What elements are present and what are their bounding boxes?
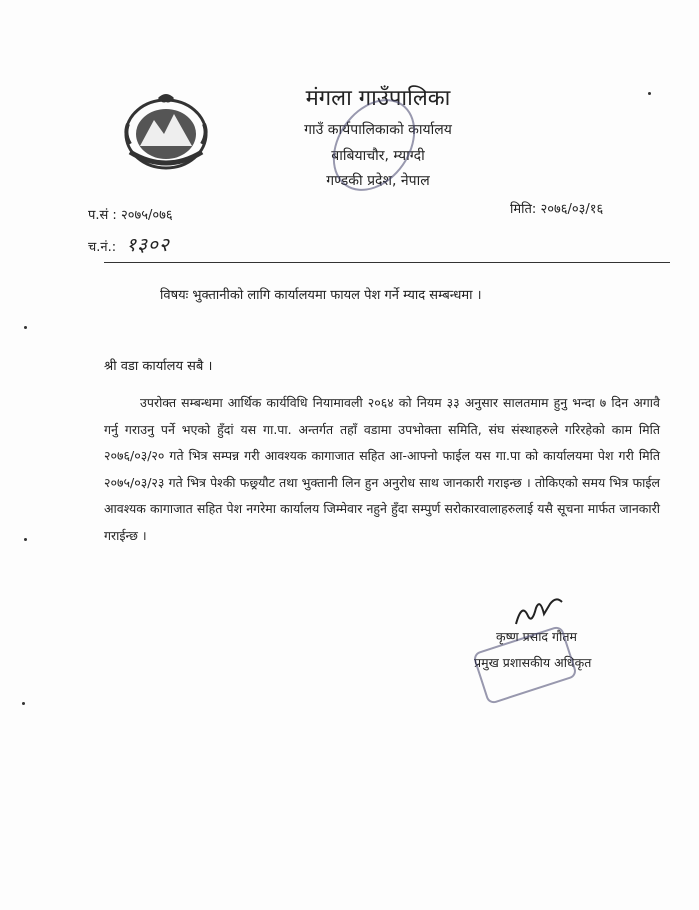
office-name: मंगला गाउँपालिका bbox=[305, 86, 451, 111]
signatory-title: प्रमुख प्रशासकीय अधिकृत bbox=[474, 655, 592, 670]
salutation: श्री वडा कार्यालय सबै । bbox=[104, 359, 213, 374]
reference-value: २०७५/०७६ bbox=[120, 208, 173, 223]
date-value: २०७६/०३/१६ bbox=[540, 202, 604, 217]
office-unit: गाउँ कार्यपालिकाको कार्यालय bbox=[304, 122, 452, 138]
letter-body: उपरोक्त सम्बन्धमा आर्थिक कार्यविधि नियामावली २०६४ को नियम ३३ अनुसार सालतमाम हुनु भन्दा ७ दिन अगावै गर्नु गराउनु पर्ने भएको हुँदां यस गा.पा. अन्तर्गत तहाँ वडामा उपभोक्ता समिति, संघ संस्थाहरुले गरिरहेको काम मिति २०७६/०३/२० गते भित्र सम्पन्न गरी आवश्यक कागाजात सहित आ-आफ्नो फाईल यस गा.पा को कार्यालयमा पेश गरी मिति २०७५/०३/२३ गते भित्र पेश्की फछ्र्यौट तथा भुक्तानी लिन हुन अनुरोध साथ जानकारी गराइन्छ । तोकिएको समय भित्र फाईल आवश्यक कागाजात सहित पेश नगरेमा कार्यालय जिम्मेवार नहुने हुँदा सम्पुर्ण सरोकारवालाहरुलाई यसै सूचना मार्फत जानकारी गराईन्छ । bbox=[104, 395, 660, 543]
scan-speck bbox=[24, 538, 27, 541]
scan-speck bbox=[24, 326, 27, 329]
officer-seal-icon bbox=[472, 625, 578, 705]
office-location: बाबियाचौर, म्याग्दी bbox=[331, 148, 425, 164]
scan-speck bbox=[648, 92, 651, 95]
nepal-emblem-icon bbox=[118, 88, 214, 174]
subject-line: विषयः भुक्तानीको लागि कार्यालयमा फायल पेश गर्ने म्याद सम्बन्धमा । bbox=[160, 288, 482, 303]
dispatch-number bbox=[88, 231, 170, 257]
date-label: मिति: bbox=[510, 202, 537, 217]
signatory-name: कृष्ण प्रसाद गौतम bbox=[496, 629, 577, 644]
reference-label: प.सं : bbox=[88, 208, 117, 223]
office-province: गण्डकी प्रदेश, नेपाल bbox=[326, 173, 430, 189]
reference-number bbox=[88, 205, 173, 223]
scan-speck bbox=[22, 702, 25, 705]
letter-date bbox=[510, 199, 603, 217]
dispatch-label: च.नं.: bbox=[88, 240, 117, 255]
header-divider bbox=[104, 262, 670, 263]
dispatch-value: १३०२ bbox=[126, 234, 170, 256]
handwritten-signature-icon bbox=[510, 594, 570, 630]
